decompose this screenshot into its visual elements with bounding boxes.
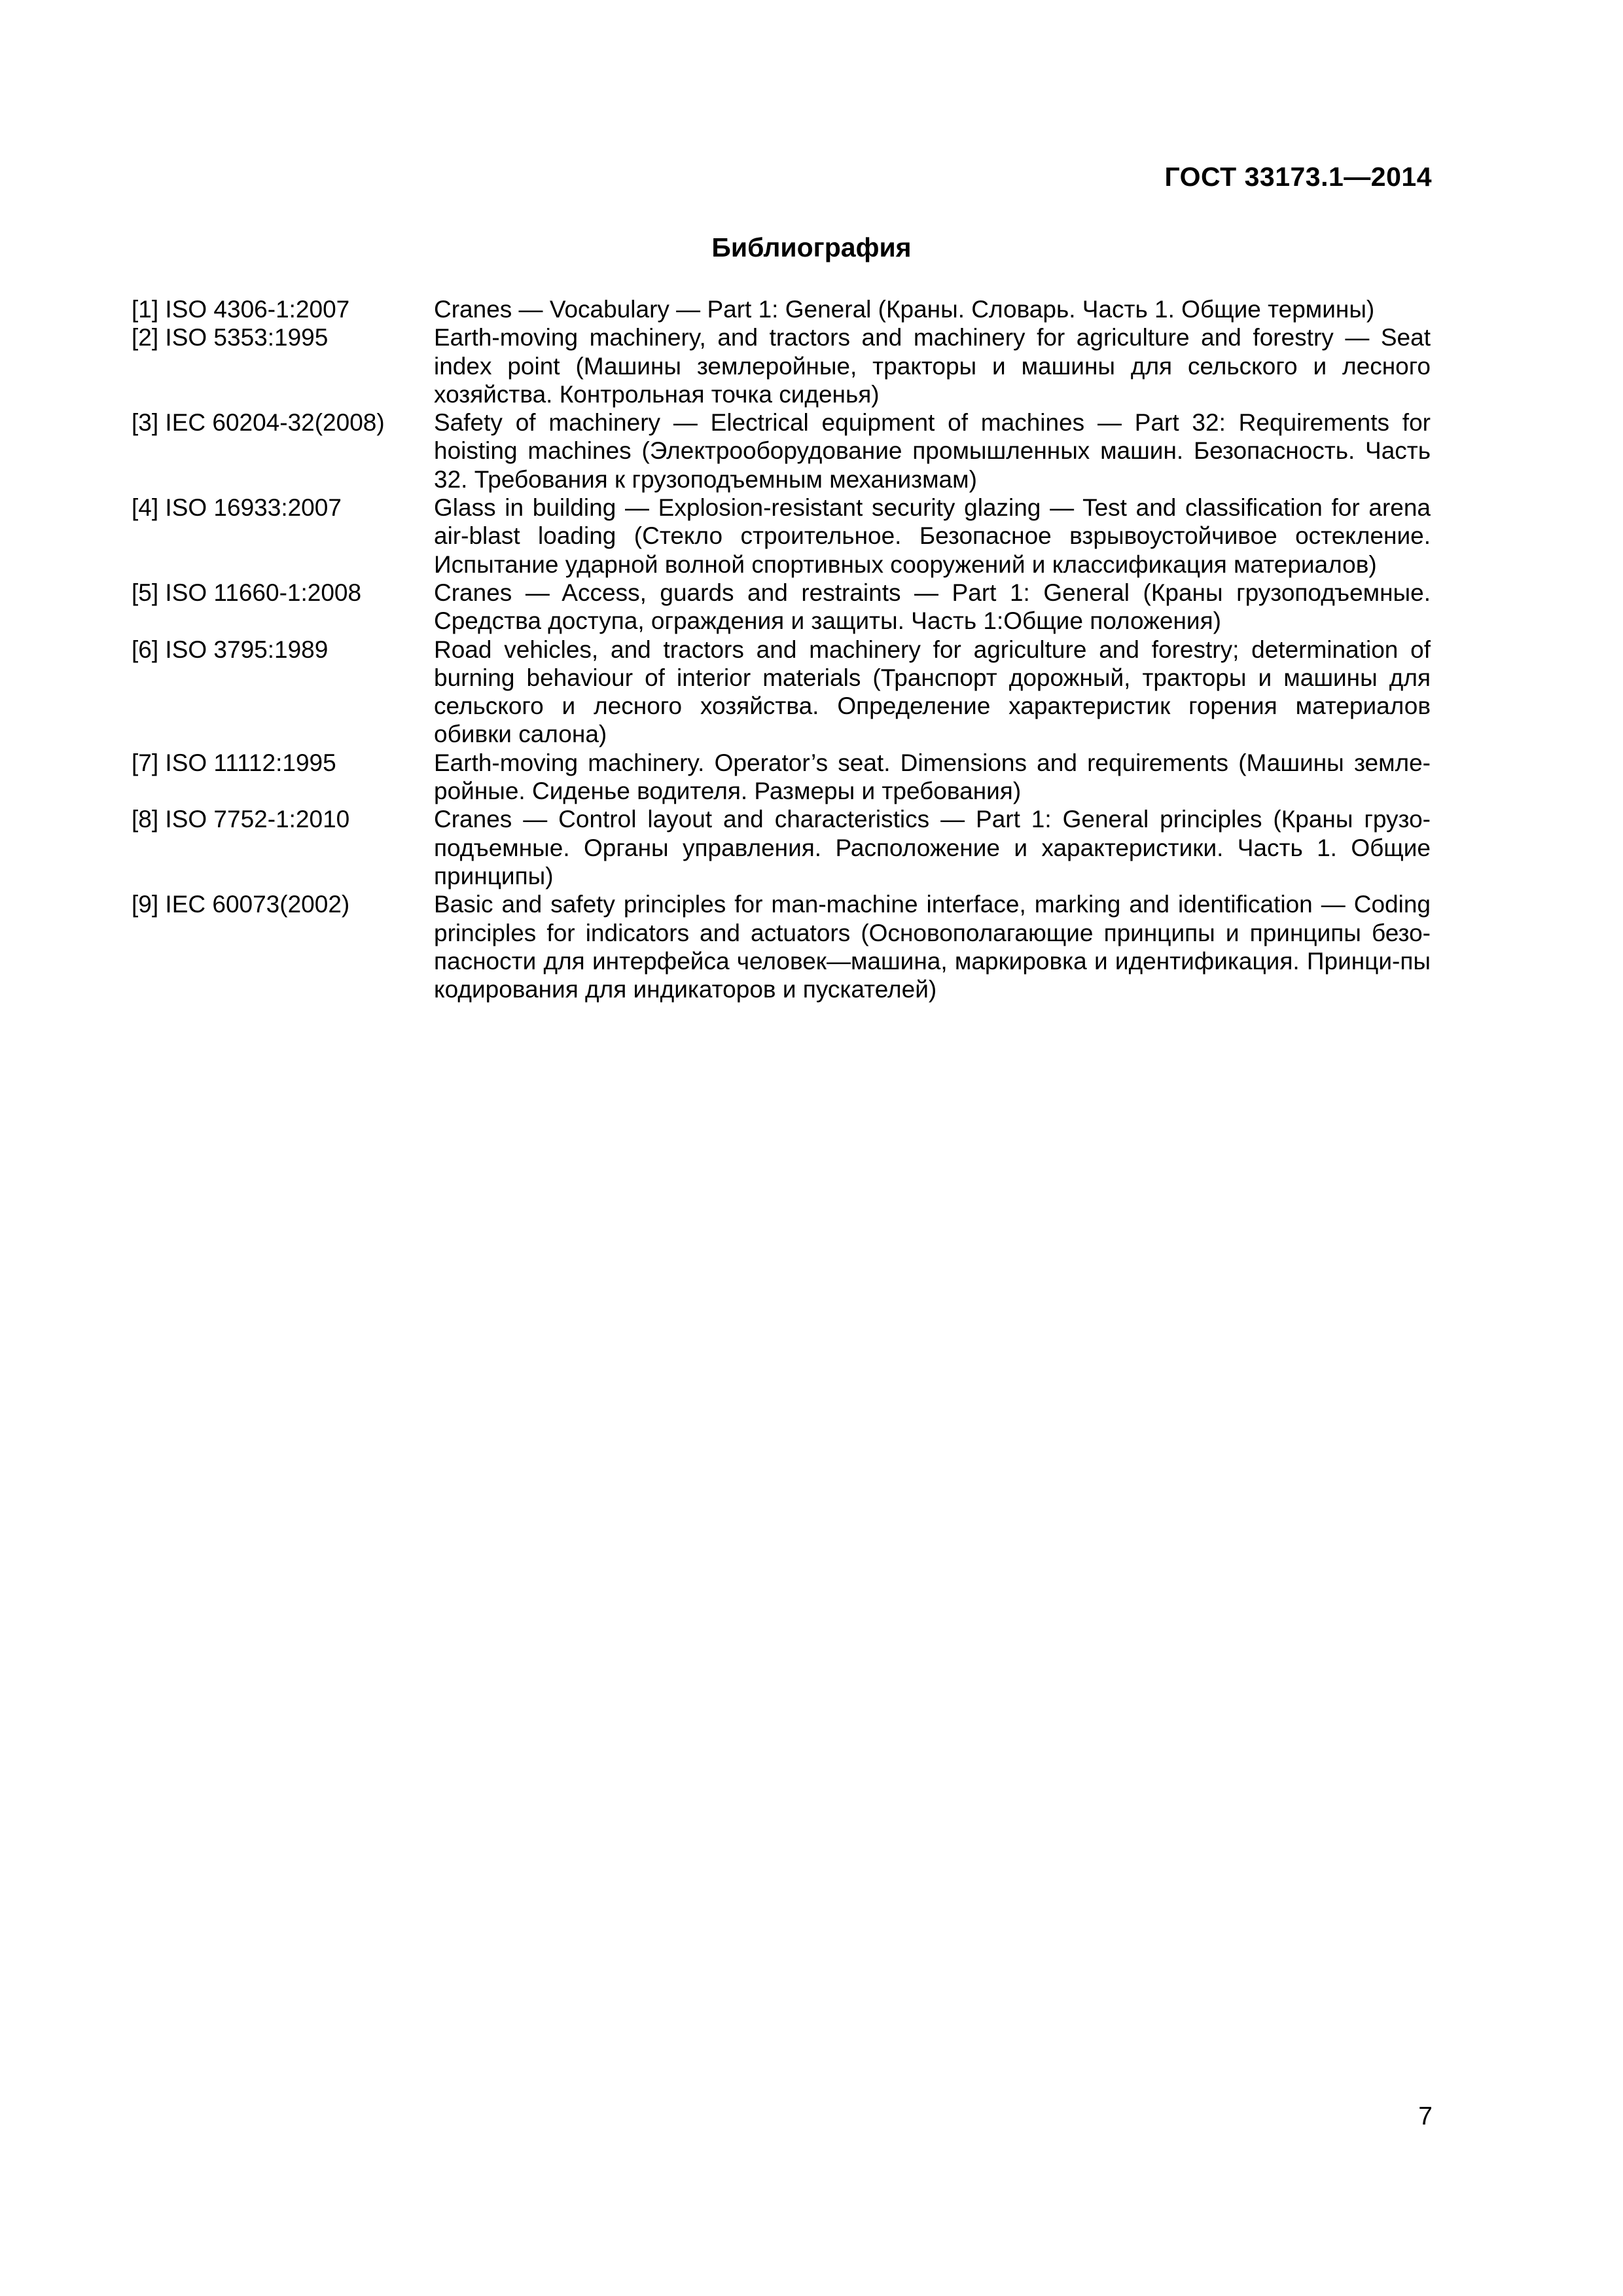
document-standard-number: ГОСТ 33173.1—2014	[1164, 162, 1432, 192]
page-number: 7	[1418, 2102, 1433, 2130]
bibliography-entry-text: Glass in building — Explosion-resistant security glazing — Test and classification for arena air-blast loading (Стекло строительное. Безопасное взрывоустойчивое остекление. Испытание ударной волной спортивных сооружений и классификация материалов)	[434, 494, 1431, 578]
bibliography-entry-label: [7] ISO 11112:1995	[132, 749, 336, 776]
bibliography-entry-text: Road vehicles, and tractors and machinery for agriculture and forestry; determination of burning behaviour of interior materials (Транспорт дорожный, тракторы и машины для сельского и лесного хозяйства. Определение характеристик горения материалов обивки салона)	[434, 636, 1431, 748]
bibliography-entry	[132, 636, 1431, 749]
bibliography-entry-label: [6] ISO 3795:1989	[132, 636, 329, 663]
bibliography-entry	[132, 295, 1431, 323]
bibliography-entry-text: Cranes — Vocabulary — Part 1: General (Краны. Словарь. Часть 1. Общие термины)	[434, 296, 1375, 323]
bibliography-entry-text: Cranes — Control layout and characteristics — Part 1: General principles (Краны грузо-подъемные. Органы управления. Расположение и характеристики. Часть 1. Общие принципы)	[434, 806, 1431, 889]
bibliography-entry-text: Earth-moving machinery. Operator’s seat. Dimensions and requirements (Машины земле-ройные. Сиденье водителя. Размеры и требования)	[434, 749, 1431, 805]
bibliography-list	[132, 295, 1431, 1003]
bibliography-entry-label: [4] ISO 16933:2007	[132, 494, 342, 522]
bibliography-entry	[132, 890, 1431, 1003]
bibliography-entry	[132, 579, 1431, 636]
page-title: Библиография	[711, 232, 912, 262]
bibliography-entry	[132, 749, 1431, 806]
bibliography-entry-label: [1] ISO 4306-1:2007	[132, 296, 350, 323]
bibliography-entry-text: Safety of machinery — Electrical equipment of machines — Part 32: Requirements for hoisting machines (Электрооборудование промышленных машин. Безопасность. Часть 32. Требования к грузоподъемным механизмам)	[434, 409, 1431, 493]
bibliography-entry-text: Earth-moving machinery, and tractors and machinery for agriculture and forestry — Seat index point (Машины землеройные, тракторы и машины для сельского и лесного хозяйства. Контрольная точка сиденья)	[434, 324, 1431, 408]
bibliography-entry	[132, 493, 1431, 579]
bibliography-entry-label: [3] IEC 60204-32(2008)	[132, 409, 385, 437]
bibliography-entry-text: Cranes — Access, guards and restraints — Part 1: General (Краны грузоподъемные. Средства доступа, ограждения и защиты. Часть 1:Общие положения)	[434, 579, 1431, 635]
bibliography-entry	[132, 408, 1431, 493]
bibliography-entry	[132, 323, 1431, 408]
bibliography-entry-label: [9] IEC 60073(2002)	[132, 891, 350, 918]
bibliography-entry-text: Basic and safety principles for man-machine interface, marking and identification — Coding principles for indicators and actuators (Основополагающие принципы и принципы безо-пасности для интерфейса человек—машина, маркировка и идентификация. Принци-пы кодирования для индикаторов и пускателей)	[434, 891, 1431, 1003]
bibliography-entry	[132, 805, 1431, 890]
bibliography-entry-label: [2] ISO 5353:1995	[132, 324, 329, 351]
bibliography-entry-label: [5] ISO 11660-1:2008	[132, 579, 362, 606]
bibliography-entry-label: [8] ISO 7752-1:2010	[132, 806, 350, 833]
